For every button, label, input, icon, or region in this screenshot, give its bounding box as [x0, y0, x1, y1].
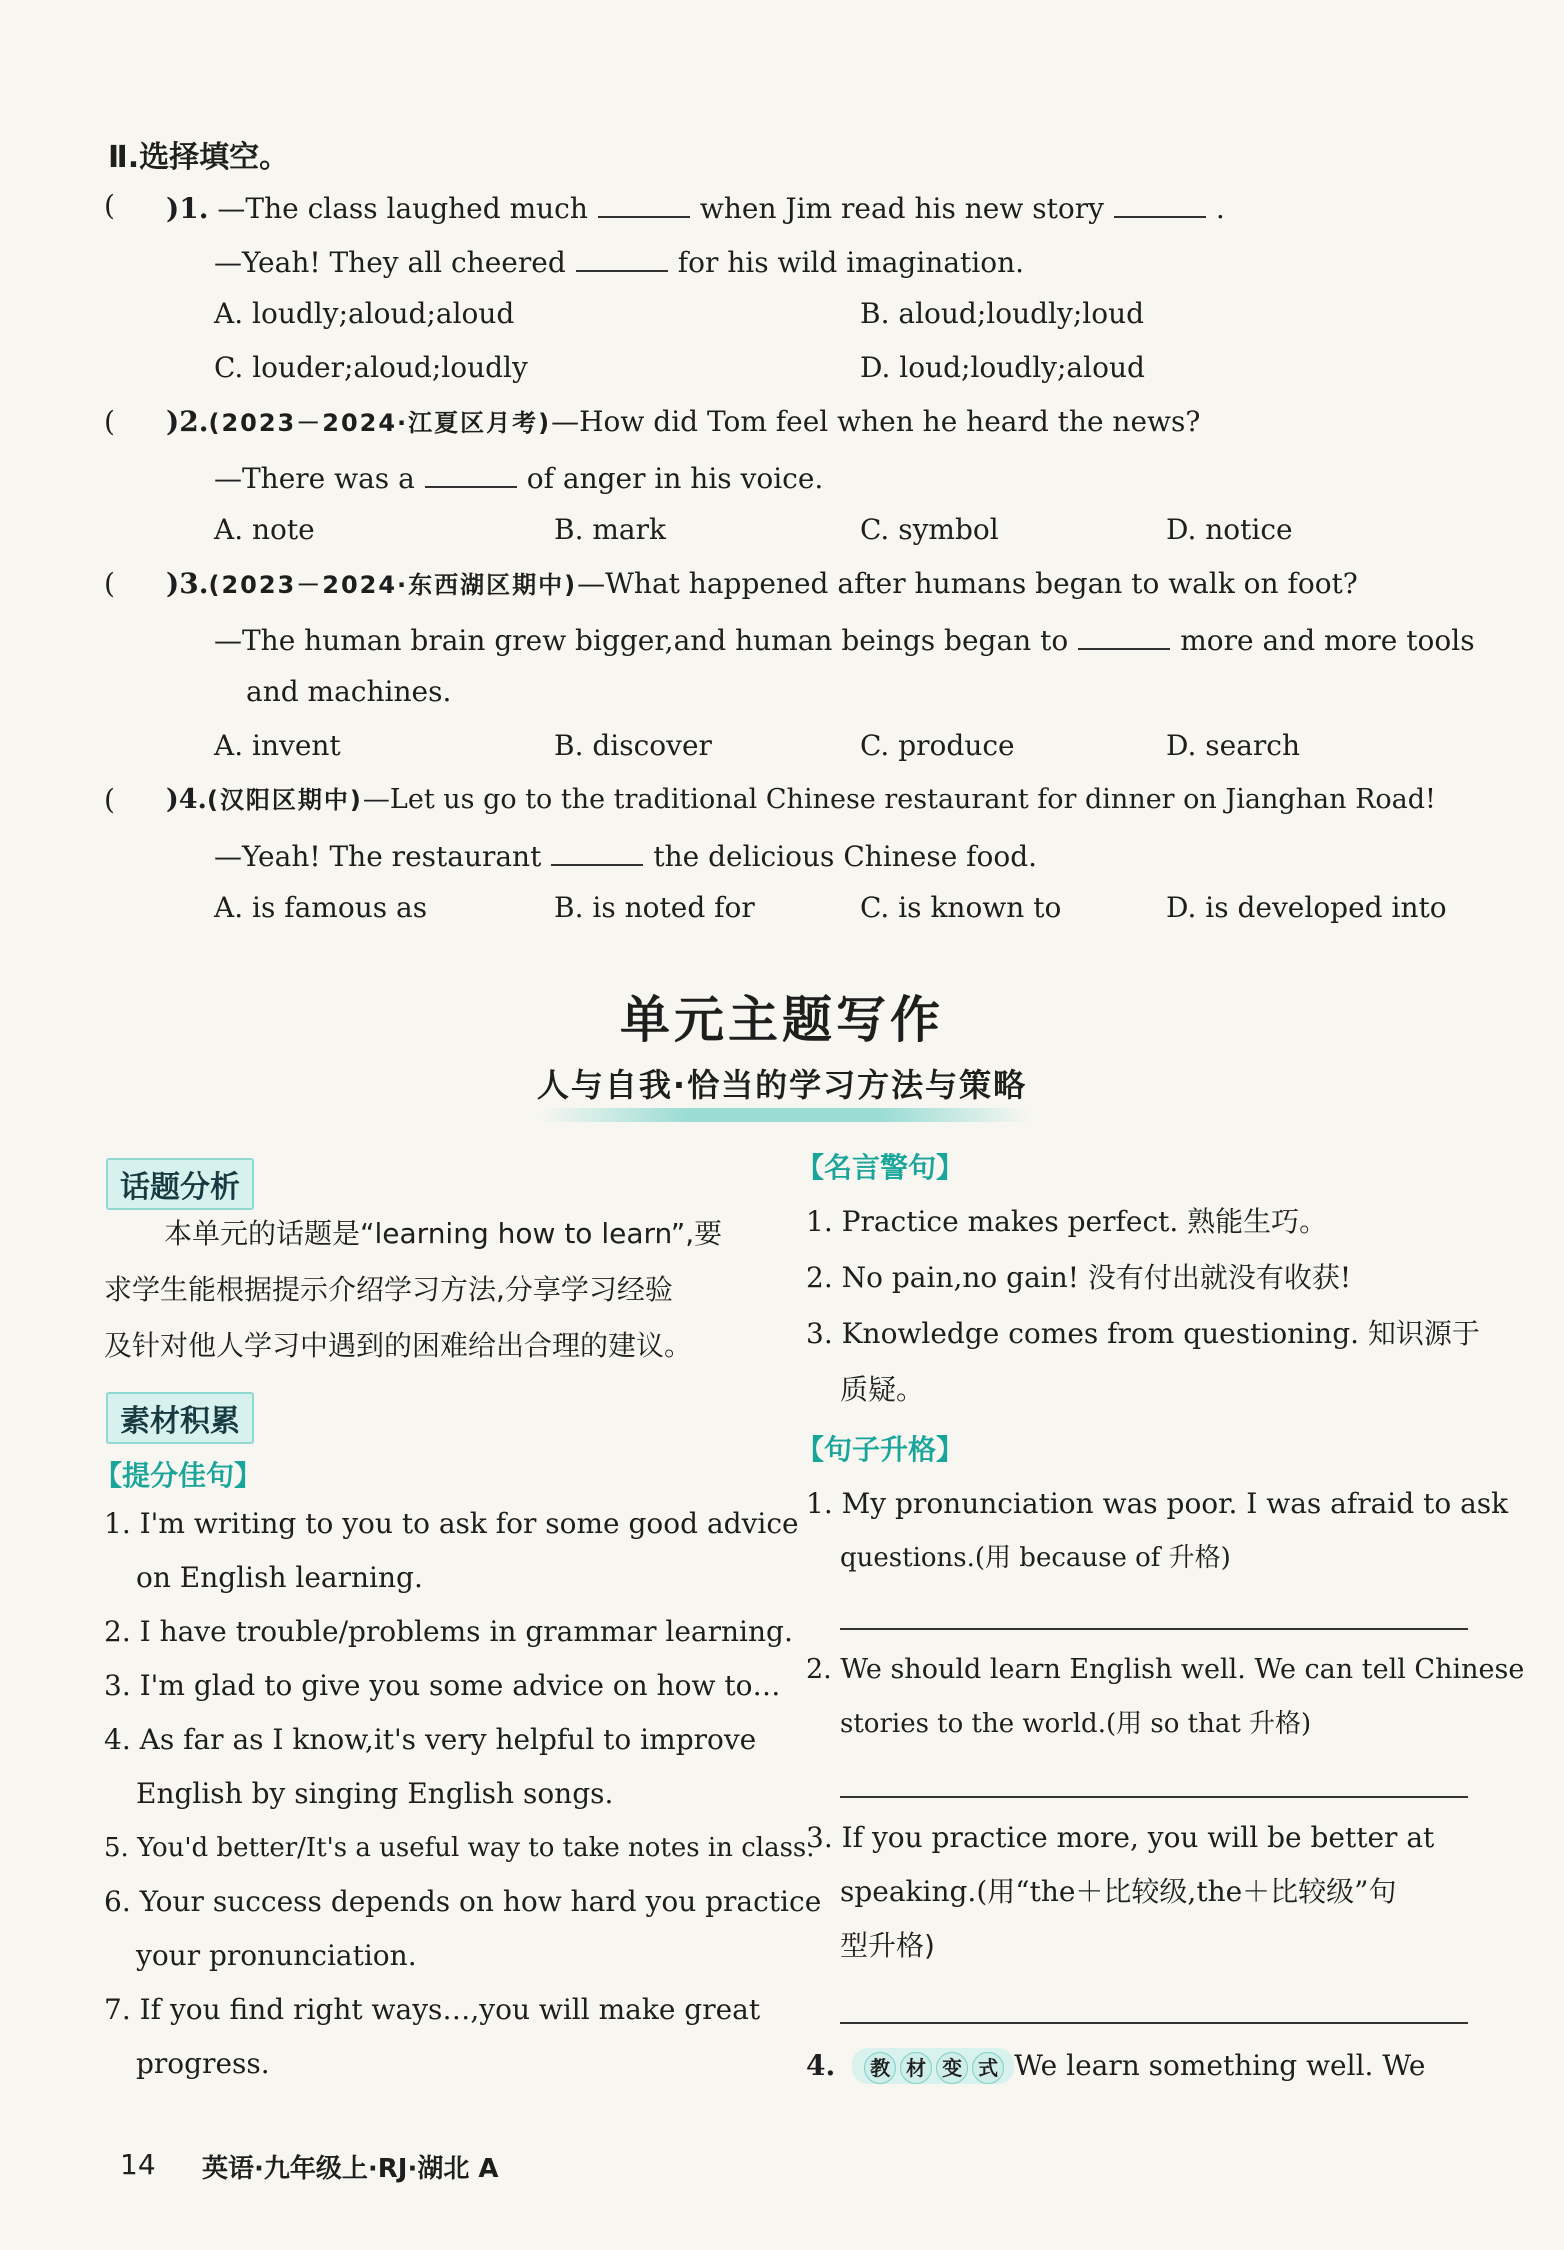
question-text: and machines. [246, 675, 452, 708]
sentence-item: 4. As far as I know,it's very helpful to improve [104, 1723, 757, 1756]
option[interactable]: A. is famous as [214, 891, 428, 924]
textbook-variant-badge [852, 2048, 1014, 2084]
quote-item: 2. No pain,no gain! 没有付出就没有收获! [806, 1261, 1352, 1294]
upgrade-item: questions.(用 because of 升格) [840, 1543, 1231, 1573]
upgrade-item: speaking.(用“the＋比较级,the＋比较级”句 [840, 1875, 1397, 1908]
question-line [214, 458, 823, 497]
question-text: . [1215, 192, 1225, 225]
question-text: —How did Tom feel when he heard the news? [551, 405, 1201, 438]
question-number: )2. [166, 405, 209, 438]
question-number: )1. [166, 192, 209, 225]
option[interactable]: D. search [1166, 729, 1300, 762]
question-text: —The human brain grew bigger,and human beings began to [214, 624, 1069, 657]
footer-book-info: 英语·九年级上·RJ·湖北 A [202, 2154, 499, 2184]
question-1 [166, 188, 1225, 227]
option[interactable]: D. loud;loudly;aloud [860, 351, 1145, 384]
sentence-item: 2. I have trouble/problems in grammar learning. [104, 1615, 793, 1648]
question-text: —What happened after humans began to walk on foot? [577, 567, 1358, 600]
sentence-item: 1. I'm writing to you to ask for some good advice [104, 1507, 799, 1540]
page-number: 14 [120, 2148, 156, 2181]
question-number: 4. [806, 2049, 836, 2082]
option[interactable]: D. notice [1166, 513, 1293, 546]
upgrade-heading: 【句子升格】 [796, 1433, 965, 1466]
question-text: —Yeah! The restaurant [214, 840, 542, 873]
option[interactable]: C. is known to [860, 891, 1062, 924]
subtitle-highlight [540, 1108, 1030, 1122]
option[interactable]: D. is developed into [1166, 891, 1447, 924]
fill-blank[interactable] [425, 458, 517, 488]
fill-blank[interactable] [1078, 620, 1170, 650]
section-title: Ⅱ.选择填空。 [108, 140, 290, 175]
option[interactable]: C. symbol [860, 513, 999, 546]
badge-char: 变 [936, 2052, 968, 2084]
quotes-heading: 【名言警句】 [796, 1151, 965, 1184]
question-text: when Jim read his new story [699, 192, 1104, 225]
option[interactable]: B. aloud;loudly;loud [860, 297, 1145, 330]
unit-subtitle: 人与自我·恰当的学习方法与策略 [536, 1066, 1028, 1104]
question-2 [166, 404, 1200, 441]
upgrade-item: stories to the world.(用 so that 升格) [840, 1709, 1312, 1739]
upgrade-item: 1. My pronunciation was poor. I was afraid to ask [806, 1487, 1509, 1520]
answer-paren[interactable]: ( [104, 189, 115, 222]
upgrade-item: 2. We should learn English well. We can tell Chinese [806, 1654, 1525, 1685]
fill-blank[interactable] [598, 188, 690, 218]
topic-line: 及针对他人学习中遇到的困难给出合理的建议。 [104, 1329, 693, 1362]
badge-char: 教 [864, 2052, 896, 2084]
sentence-item: progress. [136, 2047, 270, 2080]
question-text: —Let us go to the traditional Chinese restaurant for dinner on Jianghan Road! [362, 784, 1436, 815]
option[interactable]: C. louder;aloud;loudly [214, 351, 528, 384]
question-number: )4. [166, 784, 207, 815]
question-text: more and more tools [1180, 624, 1475, 657]
quote-item: 1. Practice makes perfect. 熟能生巧。 [806, 1205, 1328, 1238]
option[interactable]: B. is noted for [554, 891, 755, 924]
quote-item: 质疑。 [840, 1373, 925, 1406]
question-source: (2023－2024·东西湖区期中) [208, 571, 578, 599]
question-line [214, 620, 1475, 659]
fill-blank[interactable] [551, 836, 643, 866]
sentence-item: English by singing English songs. [136, 1777, 614, 1810]
answer-paren[interactable]: ( [104, 405, 115, 438]
option[interactable]: A. note [214, 513, 315, 546]
upgrade-item: 型升格) [840, 1929, 935, 1962]
question-source: (2023－2024·江夏区月考) [208, 409, 552, 437]
topic-analysis-tag: 话题分析 [106, 1158, 254, 1210]
question-source: (汉阳区期中) [206, 786, 363, 814]
option[interactable]: A. invent [214, 729, 341, 762]
answer-line[interactable] [840, 1796, 1468, 1798]
good-sentences-heading: 【提分佳句】 [94, 1459, 263, 1492]
question-text: of anger in his voice. [526, 462, 824, 495]
answer-line[interactable] [840, 2022, 1468, 2024]
option[interactable]: B. mark [554, 513, 666, 546]
badge-char: 材 [900, 2052, 932, 2084]
fill-blank[interactable] [1114, 188, 1206, 218]
answer-line[interactable] [840, 1628, 1468, 1630]
fill-blank[interactable] [576, 242, 668, 272]
question-line [214, 242, 1024, 281]
sentence-item: 6. Your success depends on how hard you practice [104, 1885, 822, 1918]
answer-paren[interactable]: ( [104, 567, 115, 600]
answer-paren[interactable]: ( [104, 783, 115, 816]
topic-line: 求学生能根据提示介绍学习方法,分享学习经验 [104, 1273, 673, 1306]
question-text: —The class laughed much [217, 192, 588, 225]
question-text: the delicious Chinese food. [653, 840, 1038, 873]
sentence-item: your pronunciation. [136, 1939, 417, 1972]
question-text: for his wild imagination. [677, 246, 1025, 279]
badge-char: 式 [972, 2052, 1004, 2084]
upgrade-item: 3. If you practice more, you will be better at [806, 1821, 1435, 1854]
question-text: —There was a [214, 462, 415, 495]
unit-title: 单元主题写作 [620, 991, 944, 1049]
question-text: We learn something well. We [1014, 2049, 1426, 2082]
question-line [214, 836, 1037, 875]
topic-line: 本单元的话题是“learning how to learn”,要 [164, 1217, 723, 1250]
question-text: —Yeah! They all cheered [214, 246, 566, 279]
upgrade-item-4 [806, 2048, 1425, 2084]
option[interactable]: C. produce [860, 729, 1015, 762]
sentence-item: on English learning. [136, 1561, 423, 1594]
sentence-item: 3. I'm glad to give you some advice on how to… [104, 1669, 781, 1702]
sentence-item: 7. If you find right ways…,you will make great [104, 1993, 761, 2026]
question-3 [166, 566, 1358, 603]
question-4 [166, 782, 1436, 818]
option[interactable]: B. discover [554, 729, 712, 762]
option[interactable]: A. loudly;aloud;aloud [214, 297, 515, 330]
sentence-item: 5. You'd better/It's a useful way to take notes in class. [104, 1833, 815, 1863]
material-tag: 素材积累 [106, 1392, 254, 1444]
question-number: )3. [166, 567, 209, 600]
quote-item: 3. Knowledge comes from questioning. 知识源于 [806, 1317, 1480, 1350]
